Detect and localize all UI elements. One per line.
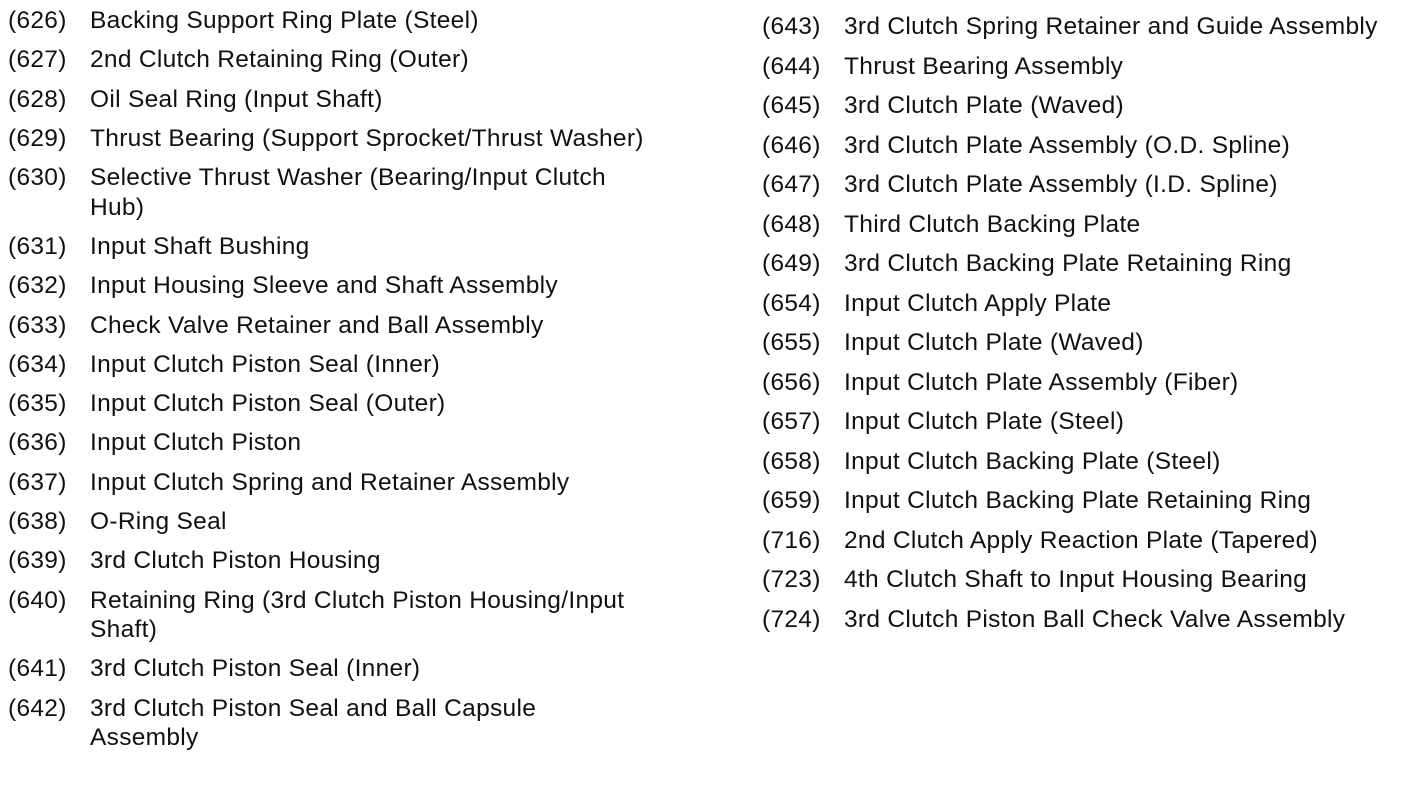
part-number: (638) <box>8 508 67 536</box>
parts-list-item <box>8 389 688 419</box>
parts-list-item <box>8 163 688 222</box>
parts-list-item <box>8 232 688 262</box>
part-number: (627) <box>8 46 67 74</box>
parts-list-item <box>8 507 688 537</box>
parts-list-item <box>8 85 688 115</box>
part-number: (642) <box>8 694 67 722</box>
part-number: (656) <box>762 368 821 396</box>
part-number: (647) <box>762 171 821 198</box>
parts-list-item <box>762 368 1402 398</box>
part-number: (637) <box>8 468 67 496</box>
parts-list-item <box>8 468 688 498</box>
part-description: Input Housing Sleeve and Shaft Assembly <box>90 272 558 300</box>
parts-list-item <box>762 565 1402 595</box>
part-description: Input Clutch Piston Seal (Outer) <box>90 390 446 418</box>
parts-list-item <box>8 311 688 341</box>
parts-list-item <box>8 124 688 154</box>
parts-list-item <box>8 428 688 458</box>
part-description: 4th Clutch Shaft to Input Housing Bearing <box>844 566 1308 593</box>
part-number: (636) <box>8 429 67 457</box>
parts-list-item <box>762 289 1402 319</box>
part-number: (646) <box>762 131 821 159</box>
part-description: 3rd Clutch Piston Seal and Ball Capsule Assembly <box>90 694 537 752</box>
part-description: Backing Support Ring Plate (Steel) <box>90 7 479 34</box>
parts-list-item <box>8 546 688 576</box>
parts-list-item <box>8 694 688 753</box>
parts-list-item <box>8 350 688 380</box>
part-description: Input Clutch Apply Plate <box>844 289 1112 317</box>
part-description: Input Clutch Plate (Steel) <box>844 408 1125 435</box>
part-description: 2nd Clutch Apply Reaction Plate (Tapered) <box>844 526 1318 554</box>
parts-list-item <box>8 654 688 684</box>
part-description: Selective Thrust Washer (Bearing/Input Clutch Hub) <box>90 164 606 221</box>
part-number: (654) <box>762 289 821 317</box>
part-description: 3rd Clutch Plate Assembly (I.D. Spline) <box>844 171 1278 198</box>
part-number: (630) <box>8 164 67 192</box>
part-description: 3rd Clutch Plate Assembly (O.D. Spline) <box>844 131 1291 159</box>
part-description: Input Clutch Piston Seal (Inner) <box>90 350 441 378</box>
parts-list-item <box>762 210 1402 240</box>
parts-list-item <box>762 407 1402 437</box>
parts-list-item <box>762 249 1402 279</box>
part-number: (635) <box>8 390 67 418</box>
part-description: 2nd Clutch Retaining Ring (Outer) <box>90 46 469 74</box>
parts-list-item <box>762 12 1402 42</box>
parts-list-item <box>762 526 1402 556</box>
part-description: Check Valve Retainer and Ball Assembly <box>90 311 544 339</box>
part-number: (659) <box>762 487 821 514</box>
part-description: O-Ring Seal <box>90 508 227 536</box>
part-description: Input Clutch Backing Plate (Steel) <box>844 447 1221 475</box>
part-number: (640) <box>8 586 67 614</box>
part-number: (723) <box>762 566 821 593</box>
parts-list-item <box>762 328 1402 358</box>
part-number: (633) <box>8 311 67 339</box>
part-description: Input Clutch Plate Assembly (Fiber) <box>844 368 1239 396</box>
part-number: (634) <box>8 350 67 378</box>
part-description: Thrust Bearing (Support Sprocket/Thrust Washer) <box>90 124 644 152</box>
part-number: (649) <box>762 250 821 277</box>
part-number: (643) <box>762 13 821 40</box>
part-number: (716) <box>762 526 821 554</box>
part-number: (658) <box>762 447 821 475</box>
part-description: 3rd Clutch Backing Plate Retaining Ring <box>844 250 1292 277</box>
parts-list-item <box>762 447 1402 477</box>
part-description: 3rd Clutch Piston Ball Check Valve Assembly <box>844 605 1346 633</box>
part-number: (631) <box>8 232 67 260</box>
part-description: Input Clutch Plate (Waved) <box>844 329 1144 356</box>
parts-list-item <box>762 131 1402 161</box>
parts-list-item <box>762 170 1402 200</box>
part-description: Input Shaft Bushing <box>90 232 310 260</box>
part-description: Retaining Ring (3rd Clutch Piston Housing/Input Shaft) <box>90 586 625 644</box>
parts-list-item <box>762 52 1402 82</box>
part-number: (644) <box>762 52 821 80</box>
part-number: (655) <box>762 329 821 356</box>
part-description: 3rd Clutch Spring Retainer and Guide Assembly <box>844 13 1378 40</box>
parts-list-item <box>762 486 1402 516</box>
parts-list-item <box>762 91 1402 121</box>
parts-list-item <box>8 45 688 75</box>
parts-list-item <box>8 586 688 645</box>
part-description: Input Clutch Spring and Retainer Assembly <box>90 468 570 496</box>
part-number: (657) <box>762 408 821 435</box>
part-number: (724) <box>762 605 821 633</box>
parts-list-left-column <box>8 6 688 763</box>
part-number: (629) <box>8 124 67 152</box>
part-number: (628) <box>8 85 67 113</box>
parts-list-item <box>8 271 688 301</box>
part-number: (645) <box>762 92 821 119</box>
part-description: Thrust Bearing Assembly <box>844 52 1124 80</box>
part-description: Input Clutch Piston <box>90 429 302 457</box>
part-description: 3rd Clutch Plate (Waved) <box>844 92 1124 119</box>
part-description: 3rd Clutch Piston Housing <box>90 547 381 575</box>
part-number: (648) <box>762 210 821 238</box>
part-number: (641) <box>8 655 67 683</box>
part-description: 3rd Clutch Piston Seal (Inner) <box>90 655 421 683</box>
part-description: Input Clutch Backing Plate Retaining Ring <box>844 487 1312 514</box>
parts-list-item <box>762 605 1402 635</box>
part-description: Oil Seal Ring (Input Shaft) <box>90 85 383 113</box>
part-description: Third Clutch Backing Plate <box>844 210 1141 238</box>
part-number: (639) <box>8 547 67 575</box>
part-number: (626) <box>8 7 67 34</box>
part-number: (632) <box>8 272 67 300</box>
parts-list-item <box>8 6 688 36</box>
parts-list-right-column <box>762 12 1402 644</box>
